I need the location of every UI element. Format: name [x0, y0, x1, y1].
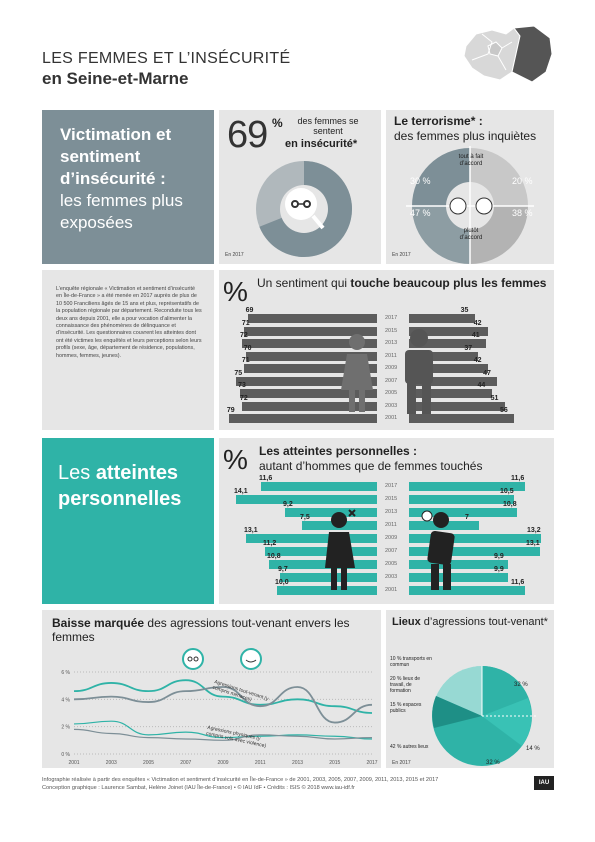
x-tick-label: 2015	[329, 760, 341, 766]
women-bar-label: 11,2	[263, 540, 277, 547]
y-tick-label: 6 %	[61, 670, 70, 676]
men-bar	[409, 314, 475, 323]
decline-annotation2: Agressions physiques (y compris vols avec violence)	[205, 724, 267, 750]
women-bar-label: 9,2	[283, 501, 293, 508]
intro-panel	[42, 270, 214, 430]
terrorism-men-agree: 20 %	[512, 176, 533, 186]
decline-line-chart	[42, 666, 381, 768]
men-bar-label: 10,8	[503, 501, 517, 508]
places-title	[392, 616, 552, 629]
men-bar-label: 42	[473, 319, 482, 327]
x-tick-label: 2017	[366, 760, 378, 766]
places-label-1: 20 % lieux de travail, de formation	[390, 676, 421, 694]
places-title-thin: d’agressions tout-venant*	[420, 616, 548, 628]
year-label: 2009	[385, 365, 398, 371]
decline-title	[52, 616, 372, 644]
year-label: 2003	[385, 402, 398, 409]
feeling-title-bold: touche beaucoup plus les femmes	[350, 276, 547, 290]
women-bar-label: 13,1	[244, 527, 258, 534]
section2-title-panel	[42, 438, 214, 604]
women-bar-label: 14,1	[234, 488, 248, 495]
men-bar-label: 7	[465, 514, 469, 521]
year-label: 2001	[385, 587, 398, 593]
women-bar-label: 71	[241, 319, 250, 327]
men-bar-label: 9,9	[494, 566, 504, 573]
women-bar-label: 7,5	[300, 514, 310, 521]
section2-title-bold: atteintes personnelles	[58, 462, 182, 510]
women-bar	[229, 414, 377, 423]
year-label: 2017	[385, 483, 398, 489]
places-panel	[386, 610, 554, 768]
year-label: 2001	[385, 415, 398, 421]
men-bar-label: 47	[483, 369, 491, 377]
women-bar	[248, 314, 377, 323]
men-bar-label: 11,6	[511, 475, 525, 482]
victim-man-icon	[419, 508, 463, 592]
footer-line2: Conception graphique : Laurence Sambat, Helène Joinet (IAU Île-de-France) • © IAU îdF • Crédits : ISIS © 2018 www.iau-idf.fr	[42, 785, 355, 791]
section2-title-thin: Les	[58, 462, 96, 484]
terrorism-title-bold: Le terrorisme* :	[394, 114, 483, 128]
women-bar-label: 72	[240, 394, 248, 402]
men-bar-label: 13,2	[527, 527, 541, 534]
year-label: 2011	[385, 522, 397, 528]
terrorism-label-rather: plutôt d’accord	[459, 228, 483, 241]
places-pie	[426, 660, 538, 768]
places-label-2: 15 % espaces publics	[390, 702, 422, 714]
section1-title-panel	[42, 110, 214, 264]
page-title	[42, 50, 342, 89]
man-figure-icon	[399, 328, 439, 416]
year-label: 2005	[385, 561, 398, 567]
stat-69-year: En 2017	[225, 252, 244, 258]
places-label-6: 32 %	[486, 760, 500, 766]
women-bar-label: 69	[245, 307, 254, 314]
x-tick-label: 2007	[180, 760, 192, 766]
year-label: 2017	[385, 315, 398, 321]
men-bar	[409, 495, 514, 504]
woman-figure-icon	[339, 332, 375, 414]
x-tick-label: 2001	[68, 760, 80, 766]
women-bar-label: 9,7	[278, 566, 288, 573]
decline-annotation1: Agressions tout-venant (y compris menaces)	[211, 679, 270, 704]
feeling-title	[257, 276, 547, 290]
iau-logo	[534, 776, 554, 790]
year-label: 2005	[385, 390, 398, 396]
feeling-title-thin: Un sentiment qui	[257, 276, 351, 290]
stat-69-unit: %	[272, 116, 283, 130]
year-label: 2015	[385, 496, 398, 502]
terrorism-label-agree: tout à fait d’accord	[458, 154, 484, 167]
feeling-pct-symbol: %	[223, 276, 248, 307]
men-bar-label: 10,5	[500, 488, 514, 495]
women-bar-label: 10,8	[267, 553, 281, 560]
attacks-pct-symbol: %	[223, 444, 248, 475]
terrorism-panel	[386, 110, 554, 264]
men-bar-label: 13,1	[526, 540, 540, 547]
women-bar-label: 72	[240, 332, 248, 339]
places-label-0: 10 % transports en commun	[390, 656, 432, 668]
terrorism-women-agree: 30 %	[410, 176, 431, 186]
terrorism-year: En 2017	[392, 252, 411, 258]
iau-logo-text: IAU	[538, 780, 550, 786]
places-label-4: 32 %	[514, 682, 528, 688]
year-label: 2011	[385, 352, 397, 359]
attacks-title-bold: Les atteintes personnelles :	[259, 444, 418, 458]
terrorism-title-thin: des femmes plus inquiètes	[394, 129, 537, 143]
terrorism-men-rather: 38 %	[512, 208, 533, 218]
footer-line1: Infographie réalisée à partir des enquêtes « Victimation et sentiment d’insécurité en Île-de-France » de 2001, 2003, 2005, 2007, 2009, 2011, 2013, 2015 et 2017	[42, 777, 439, 783]
feeling-panel	[219, 270, 554, 430]
stat-69-text2: en insécurité*	[285, 138, 358, 150]
y-tick-label: 2 %	[61, 724, 70, 731]
feeling-bars	[219, 307, 554, 430]
intro-text: L’enquête régionale « Victimation et sentiment d’insécurité en Île-de-France » a été menée en 2017 auprès de plus de 10 500 Franciliens âgés de 15 ans et plus, représentatifs de la population régionale par département. Reconduite tous les deux ans depuis 2001, elle a pour vocation d’alimenter la connaissance des phénomènes de délinquance et d’insécurité. Les questionnaires couvrent les atteintes dont ont été victimes les enquêtés et leurs perceptions selon leurs profils (sexe, âge, département de résidence, populations, hommes, femmes, jeunes).	[56, 286, 202, 359]
x-tick-label: 2005	[142, 760, 155, 766]
terrorism-women-rather: 47 %	[410, 208, 431, 218]
men-bar-label: 44	[477, 382, 486, 389]
x-tick-label: 2009	[217, 760, 229, 766]
women-bar-label: 71	[241, 357, 250, 364]
decline-panel	[42, 610, 381, 768]
places-label-5: 14 %	[526, 746, 540, 752]
y-tick-label: 0 %	[61, 752, 70, 758]
y-tick-label: 4 %	[61, 697, 70, 704]
year-label: 2015	[385, 327, 398, 334]
men-bar-label: 9,9	[494, 553, 504, 560]
places-year: En 2017	[392, 760, 411, 766]
title-line1: LES FEMMES ET L’INSÉCURITÉ	[42, 50, 291, 67]
year-label: 2003	[385, 574, 398, 580]
title-line2: en Seine-et-Marne	[42, 69, 189, 88]
year-label: 2013	[385, 509, 398, 515]
decline-title-thin: des agressions tout-venant envers les femmes	[52, 616, 350, 644]
places-label-3: 42 % autres lieux	[390, 744, 429, 750]
places-title-bold: Lieux	[392, 616, 421, 628]
stat-69-value: 69	[227, 114, 268, 156]
men-bar-label: 41	[471, 332, 480, 339]
women-bar-label: 70	[243, 344, 252, 352]
men-bar-label: 56	[500, 407, 508, 414]
women-bar	[261, 482, 377, 491]
year-label: 2009	[385, 535, 398, 541]
decline-title-bold: Baisse marquée	[52, 616, 145, 630]
insecurity-69-panel	[219, 110, 381, 264]
men-bar-label: 37	[464, 344, 473, 352]
women-bar-label: 11,6	[259, 475, 273, 482]
section1-title-thin: les femmes plus exposées	[60, 191, 183, 232]
men-bar-label: 51	[490, 394, 499, 402]
donut-69	[249, 154, 359, 264]
women-bar	[236, 495, 377, 504]
year-label: 2013	[385, 340, 398, 346]
men-bar-label: 35	[460, 307, 469, 314]
footer	[42, 776, 522, 792]
attacks-title-thin: autant d’hommes que de femmes touchés	[259, 459, 483, 473]
attacks-bars	[219, 475, 554, 604]
victim-woman-icon	[319, 508, 363, 592]
year-label: 2007	[385, 548, 398, 554]
x-tick-label: 2013	[291, 760, 304, 766]
year-label: 2007	[385, 377, 398, 384]
x-tick-label: 2011	[254, 760, 266, 766]
attacks-panel	[219, 438, 554, 604]
women-bar-label: 73	[238, 382, 246, 389]
x-tick-label: 2003	[105, 760, 117, 766]
women-bar-label: 10,0	[275, 579, 289, 586]
men-bar-label: 11,6	[511, 579, 525, 586]
women-bar-label: 79	[226, 407, 235, 414]
stat-69-text1: des femmes se sentent	[297, 116, 359, 136]
men-bar-label: 42	[473, 357, 482, 364]
ile-de-france-map	[462, 24, 554, 84]
section1-title-bold: Victimation et sentiment d’insécurité :	[60, 125, 172, 188]
women-bar-label: 75	[234, 369, 243, 377]
